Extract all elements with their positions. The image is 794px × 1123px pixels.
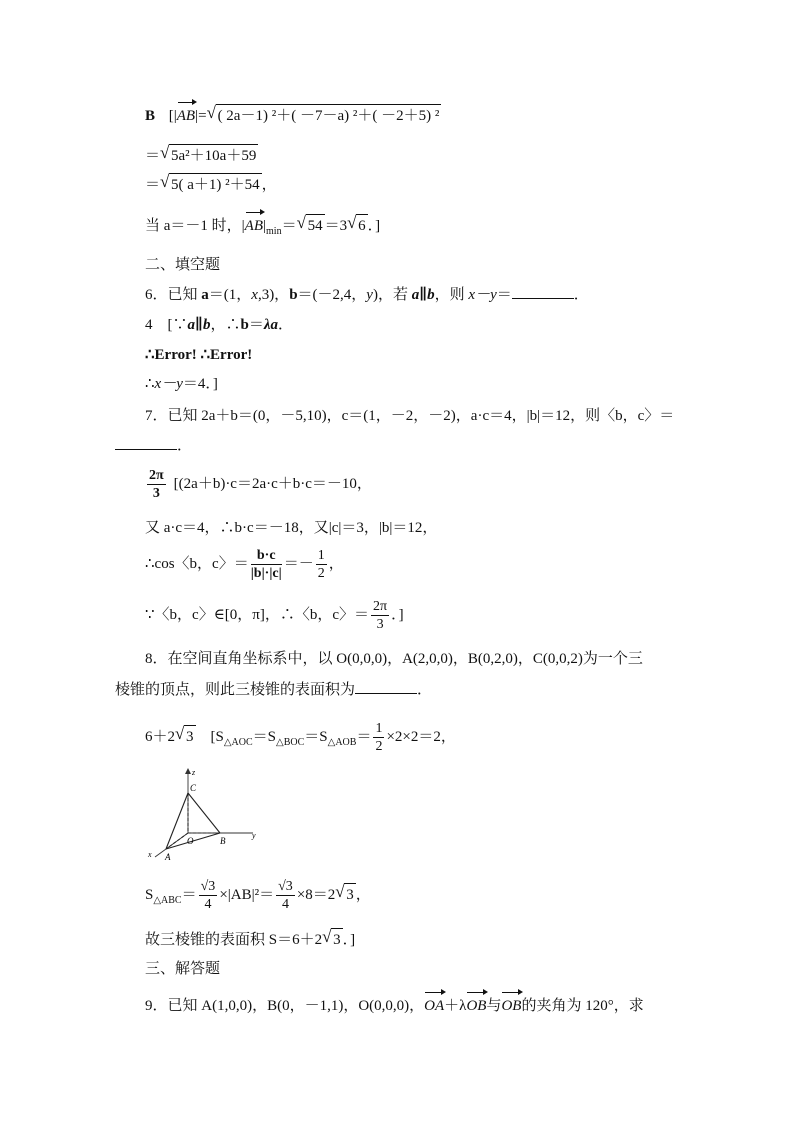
answer-8-line2: $S_{\triangle ABC}=$ $\frac{√3}{4}$ ×|AB|²＝ $\frac{√3}{4}$ ×8＝2 √ 3 ， (145, 879, 371, 912)
svg-text:x: x (148, 850, 152, 859)
answer5-line4: 当 a＝－1 时，$|AB|_{min}=$ √ 54 ＝3 √ 6 ．] (145, 213, 381, 237)
tetrahedron-figure (140, 765, 270, 865)
question-8-line2: 棱锥的顶点，则此三棱锥的表面积为 ． (115, 679, 432, 701)
question-8-line1: 8．在空间直角坐标系中，以 O(0,0,0)，A(2,0,0)，B(0,2,0)，C(0,0,2)为一个三 (145, 651, 643, 667)
sqrt-expression: √ 5( a＋1) ²＋54 (160, 173, 262, 196)
svg-text:A: A (165, 852, 171, 862)
vector-ab: AB (177, 105, 195, 127)
answer-blank (115, 435, 177, 450)
answer-7-line2: 又 a·c＝4，∴b·c＝－18，又|c|＝3，|b|＝12， (145, 520, 438, 536)
vector-ob: OB (466, 995, 486, 1017)
question-7: 7．已知 2a＋b＝(0，－5,10)，c＝(1，－2，－2)，a·c＝4，|b|＝12，则〈b，c〉＝ (145, 408, 675, 424)
answer-6-line3: ∴x－y＝4．] (145, 376, 218, 392)
svg-text:z: z (192, 768, 196, 777)
answer-6-line2: ∴Error! ∴Error! (145, 347, 253, 363)
answer-blank (355, 679, 417, 694)
sqrt-expression: √ 5a²＋10a＋59 (160, 144, 258, 167)
answer-7-line1: $\frac{2\pi}{3}$ [(2a＋b)·c＝2a·c＋b·c＝－10， (149, 468, 372, 501)
answer-6-line1: 4 [∵a∥b，∴b＝λa． (145, 317, 294, 333)
question-7-line2: ． (115, 435, 192, 457)
answer-blank (512, 284, 574, 299)
answer-8-line1: 6＋2 √ 3 [$S_{\triangle AOC}=S_{\triangle BOC}=S_{\triangle AOB}=$ $\frac{1}{2}$ ×2×2＝2， (145, 721, 456, 754)
svg-text:B: B (220, 836, 226, 846)
svg-text:C: C (190, 783, 197, 793)
svg-text:y: y (252, 831, 256, 840)
question-6: 6．已知 a＝(1，x,3)，b＝(－2,4，y)，若 a∥b，则 x－y＝ ． (145, 284, 589, 306)
z-axis-arrow (185, 768, 191, 774)
section-heading-fill-blank: 二、填空题 (145, 257, 221, 273)
answer-8-line3: 故三棱锥的表面积 S＝6＋2 √ 3 ．] (145, 928, 355, 951)
answer-7-line3: ∴cos〈b，c〉＝ $\frac{b\cdot c}{|b|\cdot|c|}$ ＝－ $\frac{1}{2}$ ， (145, 548, 344, 581)
svg-text:O: O (187, 836, 194, 846)
question-9: 9．已知 A(1,0,0)，B(0，－1,1)，O(0,0,0)，OA＋λOB与OB的夹角为 120°，求 (145, 995, 644, 1017)
answer-7-line4: ∵〈b，c〉∈[0，π]，∴〈b，c〉＝ $\frac{2\pi}{3}$ ．] (145, 599, 404, 632)
answer5-line2: ＝ √ 5a²＋10a＋59 (145, 144, 258, 167)
answer5-line3: ＝ √ 5( a＋1) ²＋54 ， (145, 173, 277, 196)
section-heading-solution: 三、解答题 (145, 961, 221, 977)
edge-cb (188, 793, 220, 833)
answer5-line1: B [|AB|= √ ( 2a－1) ²＋( －7－a) ²＋( －2＋5) ² (145, 104, 441, 127)
answer-letter: B (145, 108, 156, 124)
vector-oa: OA (424, 995, 444, 1017)
sqrt-expression: √ ( 2a－1) ²＋( －7－a) ²＋( －2＋5) ² (207, 104, 442, 127)
vector-ob: OB (501, 995, 521, 1017)
